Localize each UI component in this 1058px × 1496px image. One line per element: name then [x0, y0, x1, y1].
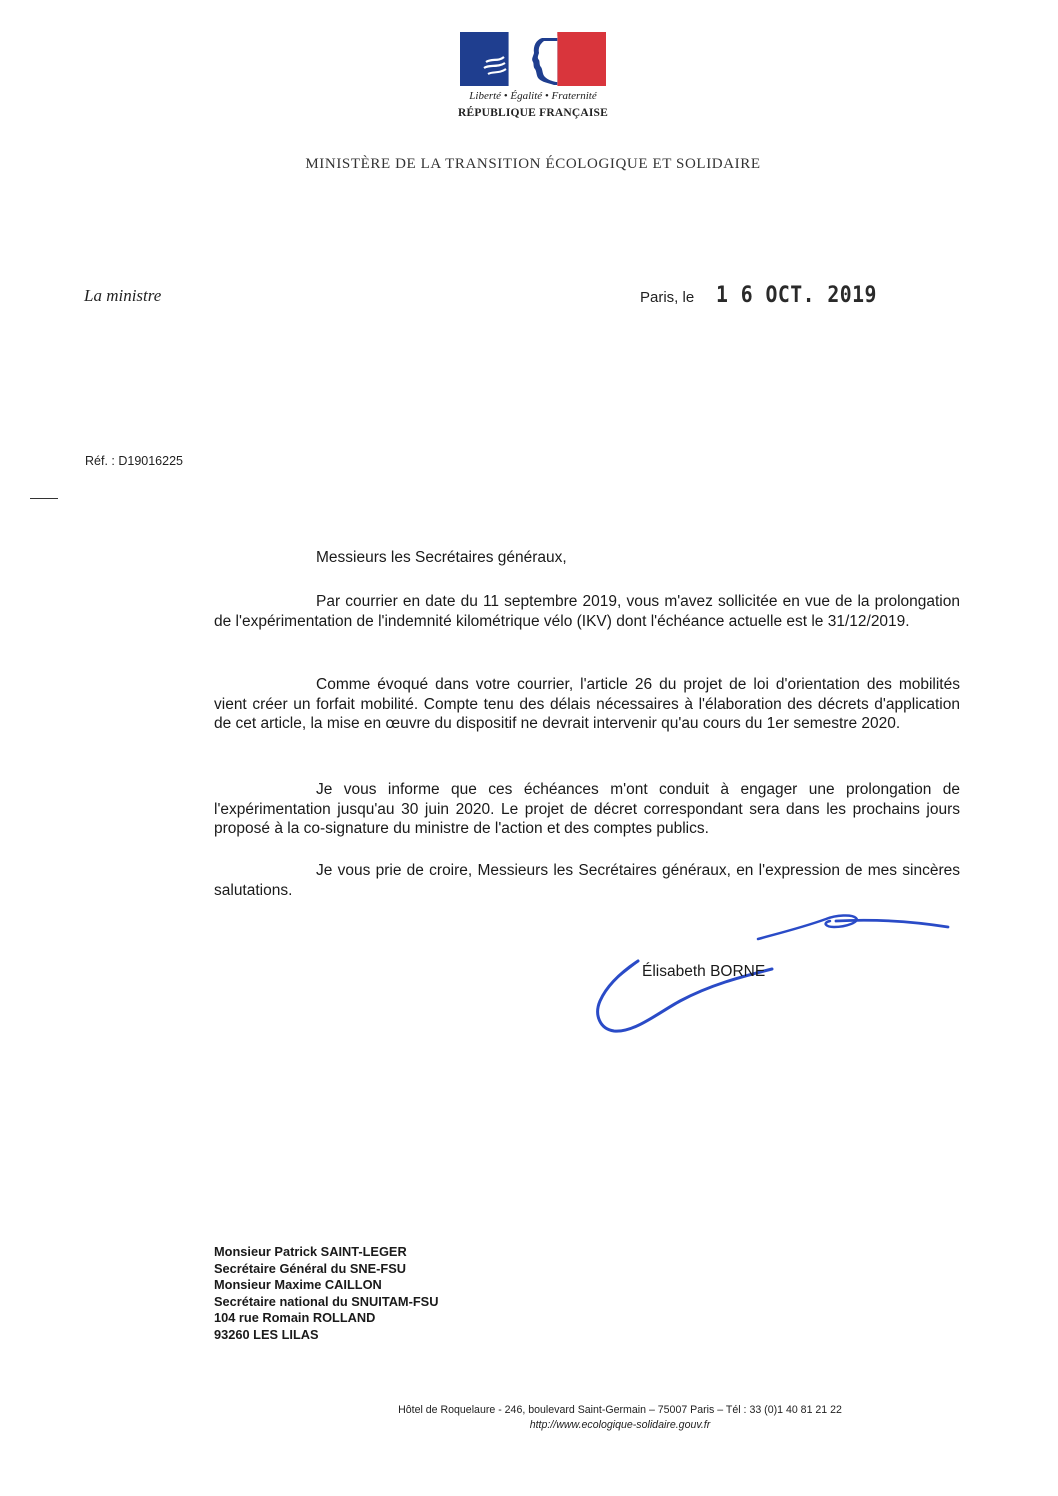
footer-address: Hôtel de Roquelaure - 246, boulevard Saint-Germain – 75007 Paris – Tél : 33 (0)1 40 81 21 22 — [398, 1404, 842, 1416]
republic-motto: Liberté • Égalité • Fraternité — [469, 90, 597, 102]
paragraph-request: Par courrier en date du 11 septembre 2019, vous m'avez sollicitée en vue de la prolongation de l'expérimentation de l'indemnité kilométrique vélo (IKV) dont l'échéance actuelle est le 31/12/2019. — [214, 593, 960, 630]
date-place: Paris, le — [640, 289, 695, 306]
recipient-line: Monsieur Maxime CAILLON — [214, 1277, 382, 1293]
ministry-name: MINISTÈRE DE LA TRANSITION ÉCOLOGIQUE ET SOLIDAIRE — [305, 156, 761, 172]
recipient-address — [214, 1244, 438, 1344]
reference-number: Réf. : D19016225 — [85, 454, 183, 468]
date-stamp: 1 6 OCT. 2019 — [716, 283, 877, 308]
paragraph-closing: Je vous prie de croire, Messieurs les Secrétaires généraux, en l'expression de mes sincères salutations. — [214, 862, 960, 899]
recipient-line: 93260 LES LILAS — [214, 1326, 319, 1342]
salutation: Messieurs les Secrétaires généraux, — [316, 549, 567, 566]
recipient-line: Monsieur Patrick SAINT-LEGER — [214, 1244, 407, 1259]
recipient-line: Secrétaire national du SNUITAM-FSU — [214, 1293, 439, 1309]
footer — [300, 1403, 940, 1433]
signer-name: Élisabeth BORNE — [642, 963, 766, 980]
marianne-flag-icon — [460, 32, 606, 86]
sender-role: La ministre — [84, 286, 162, 305]
footer-url[interactable]: http://www.ecologique-solidaire.gouv.fr — [529, 1419, 711, 1431]
paragraph-extension: Je vous informe que ces échéances m'ont conduit à engager une prolongation de l'expérimentation jusqu'au 30 juin 2020. Le projet de décret correspondant sera dans les prochains jours proposé à la co-signature du ministre de l'action et des comptes publics. — [214, 781, 960, 837]
paragraph-context: Comme évoqué dans votre courrier, l'article 26 du projet de loi d'orientation des mobilités vient créer un forfait mobilité. Compte tenu des délais nécessaires à l'élaboration des décrets d'application de cet article, la mise en œuvre du dispositif ne devrait intervenir qu'au cours du 1er semestre 2020. — [214, 676, 960, 732]
recipient-line: Secrétaire Général du SNE-FSU — [214, 1260, 407, 1276]
fold-mark — [30, 498, 58, 499]
republic-name: RÉPUBLIQUE FRANÇAISE — [458, 107, 609, 119]
recipient-line: 104 rue Romain ROLLAND — [214, 1310, 376, 1326]
